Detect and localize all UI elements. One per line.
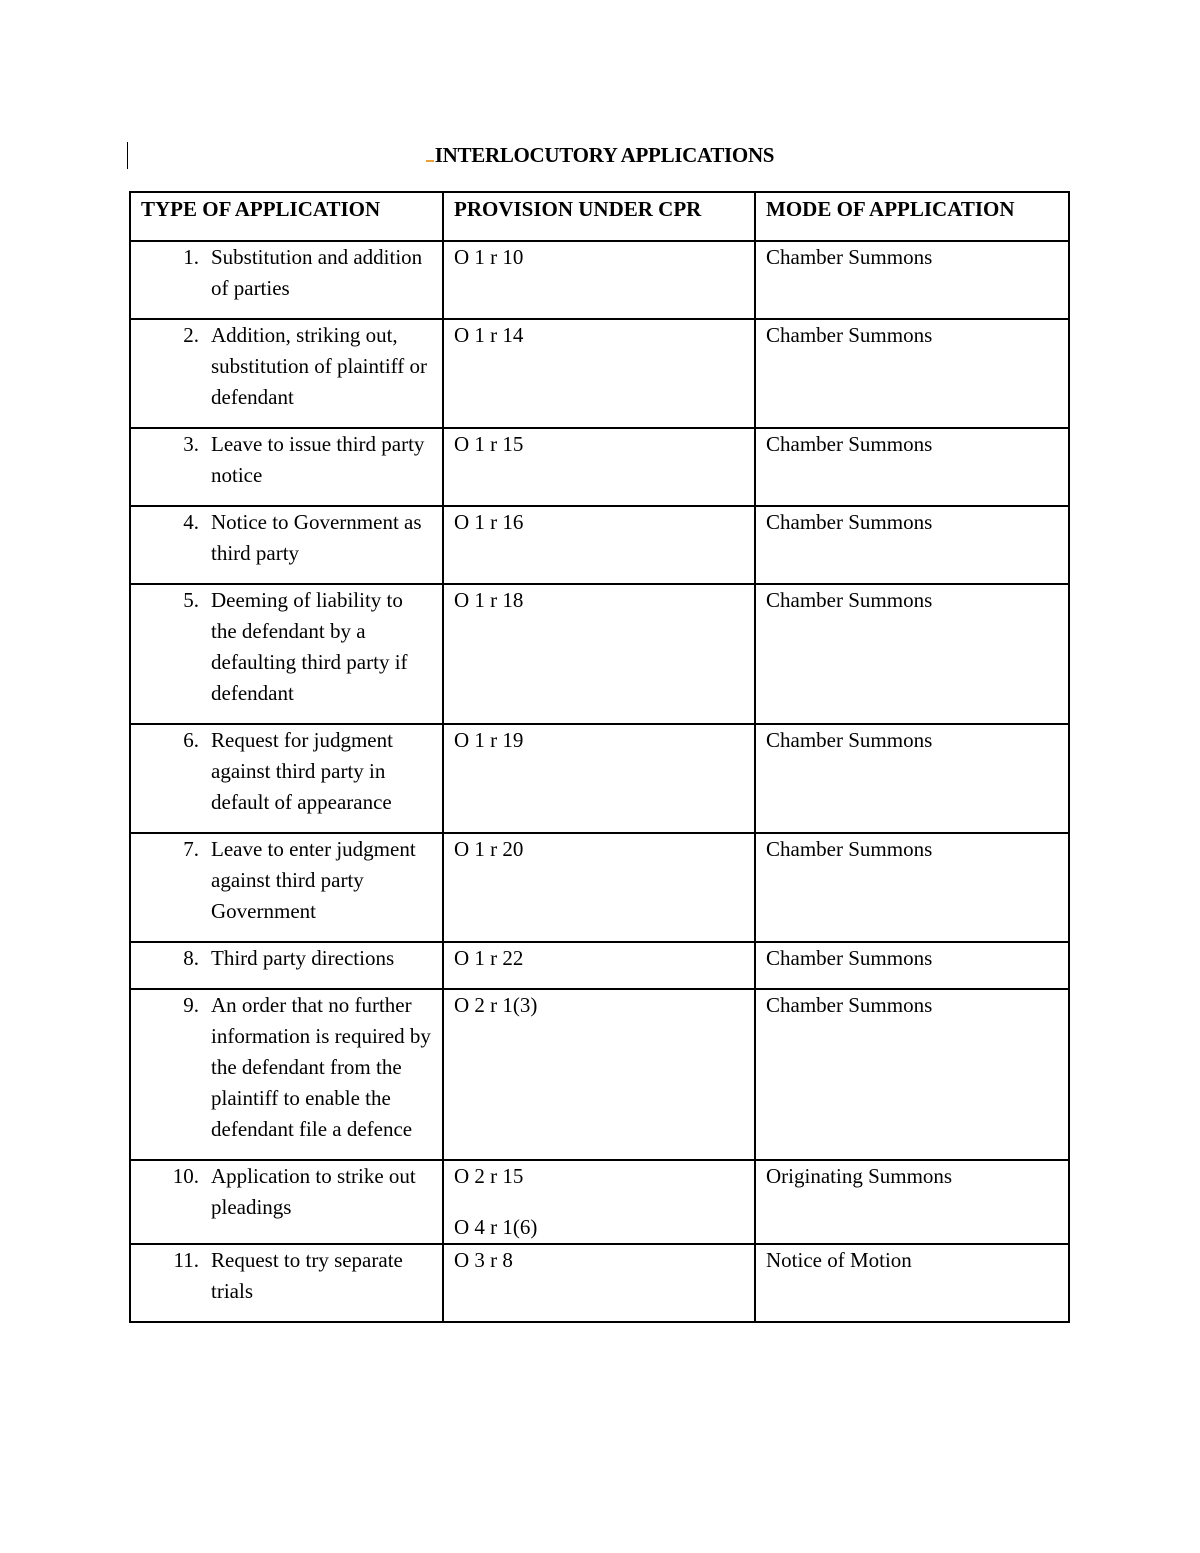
application-mode: Chamber Summons bbox=[766, 432, 933, 456]
application-mode: Chamber Summons bbox=[766, 323, 933, 347]
provision-cell bbox=[443, 1244, 755, 1322]
item-number: 11. bbox=[173, 1248, 199, 1272]
provision-reference: O 3 r 8 bbox=[454, 1248, 513, 1272]
application-type: Notice to Government as third party bbox=[211, 510, 422, 565]
item-number: 6. bbox=[183, 728, 199, 752]
application-mode: Chamber Summons bbox=[766, 946, 933, 970]
provision-reference: O 1 r 15 bbox=[454, 432, 524, 456]
table-row bbox=[130, 942, 1069, 989]
header-mode: MODE OF APPLICATION bbox=[755, 192, 1069, 241]
type-cell bbox=[130, 1160, 443, 1244]
application-type: Addition, striking out, substitution of plaintiff or defendant bbox=[211, 323, 428, 409]
application-mode: Chamber Summons bbox=[766, 588, 933, 612]
mode-cell bbox=[755, 1244, 1069, 1322]
table-row bbox=[130, 724, 1069, 833]
provision-reference: O 1 r 20 bbox=[454, 837, 524, 861]
table-row bbox=[130, 989, 1069, 1160]
provision-cell bbox=[443, 506, 755, 584]
mode-cell bbox=[755, 942, 1069, 989]
application-type: Leave to enter judgment against third party Government bbox=[211, 837, 416, 923]
type-cell bbox=[130, 506, 443, 584]
table-header-row bbox=[130, 192, 1069, 241]
mode-cell bbox=[755, 1160, 1069, 1244]
provision-reference: O 1 r 19 bbox=[454, 728, 524, 752]
provision-reference: O 4 r 1(6) bbox=[454, 1215, 538, 1239]
mode-cell bbox=[755, 724, 1069, 833]
provision-cell bbox=[443, 833, 755, 942]
mode-cell bbox=[755, 241, 1069, 319]
application-type: Request to try separate trials bbox=[211, 1248, 403, 1303]
table-row bbox=[130, 833, 1069, 942]
application-type: Substitution and addition of parties bbox=[211, 245, 423, 300]
table-row bbox=[130, 319, 1069, 428]
table-row bbox=[130, 1160, 1069, 1244]
provision-reference: O 1 r 18 bbox=[454, 588, 524, 612]
application-type: Leave to issue third party notice bbox=[211, 432, 425, 487]
item-number: 4. bbox=[183, 510, 199, 534]
application-mode: Chamber Summons bbox=[766, 245, 933, 269]
page-title bbox=[0, 143, 1200, 168]
provision-reference: O 1 r 22 bbox=[454, 946, 524, 970]
application-type: Application to strike out pleadings bbox=[211, 1164, 416, 1219]
provision-cell bbox=[443, 1160, 755, 1244]
type-cell bbox=[130, 1244, 443, 1322]
item-number: 1. bbox=[183, 245, 199, 269]
provision-cell bbox=[443, 584, 755, 724]
provision-reference: O 1 r 16 bbox=[454, 510, 524, 534]
table-row bbox=[130, 428, 1069, 506]
provision-reference: O 1 r 10 bbox=[454, 245, 524, 269]
type-cell bbox=[130, 319, 443, 428]
application-mode: Chamber Summons bbox=[766, 837, 933, 861]
item-number: 10. bbox=[172, 1164, 199, 1188]
type-cell bbox=[130, 724, 443, 833]
item-number: 5. bbox=[183, 588, 199, 612]
provision-cell bbox=[443, 241, 755, 319]
type-cell bbox=[130, 428, 443, 506]
type-cell bbox=[130, 584, 443, 724]
provision-cell bbox=[443, 989, 755, 1160]
header-type: TYPE OF APPLICATION bbox=[130, 192, 443, 241]
application-type: Deeming of liability to the defendant by a defaulting third party if defendant bbox=[211, 588, 408, 705]
provision-reference: O 2 r 1(3) bbox=[454, 993, 538, 1017]
item-number: 9. bbox=[183, 993, 199, 1017]
item-number: 3. bbox=[183, 432, 199, 456]
table-row bbox=[130, 584, 1069, 724]
type-cell bbox=[130, 241, 443, 319]
application-mode: Chamber Summons bbox=[766, 510, 933, 534]
applications-table bbox=[129, 191, 1070, 1323]
edit-marker bbox=[426, 160, 434, 162]
provision-cell bbox=[443, 319, 755, 428]
application-type: Request for judgment against third party in default of appearance bbox=[211, 728, 393, 814]
provision-reference: O 1 r 14 bbox=[454, 323, 524, 347]
mode-cell bbox=[755, 584, 1069, 724]
type-cell bbox=[130, 833, 443, 942]
table-row bbox=[130, 241, 1069, 319]
table-row bbox=[130, 1244, 1069, 1322]
type-cell bbox=[130, 942, 443, 989]
application-mode: Chamber Summons bbox=[766, 993, 933, 1017]
provision-cell bbox=[443, 724, 755, 833]
title-text: INTERLOCUTORY APPLICATIONS bbox=[434, 143, 775, 167]
item-number: 8. bbox=[183, 946, 199, 970]
provision-reference: O 2 r 15 bbox=[454, 1164, 524, 1188]
application-type: An order that no further information is required by the defendant from the plaintiff to enable the defendant file a defence bbox=[211, 993, 431, 1141]
mode-cell bbox=[755, 989, 1069, 1160]
mode-cell bbox=[755, 833, 1069, 942]
mode-cell bbox=[755, 506, 1069, 584]
application-mode: Originating Summons bbox=[766, 1164, 953, 1188]
application-mode: Notice of Motion bbox=[766, 1248, 912, 1272]
application-mode: Chamber Summons bbox=[766, 728, 933, 752]
header-provision: PROVISION UNDER CPR bbox=[443, 192, 755, 241]
mode-cell bbox=[755, 319, 1069, 428]
item-number: 7. bbox=[183, 837, 199, 861]
provision-cell bbox=[443, 428, 755, 506]
mode-cell bbox=[755, 428, 1069, 506]
table-row bbox=[130, 506, 1069, 584]
application-type: Third party directions bbox=[211, 946, 395, 970]
provision-cell bbox=[443, 942, 755, 989]
type-cell bbox=[130, 989, 443, 1160]
item-number: 2. bbox=[183, 323, 199, 347]
